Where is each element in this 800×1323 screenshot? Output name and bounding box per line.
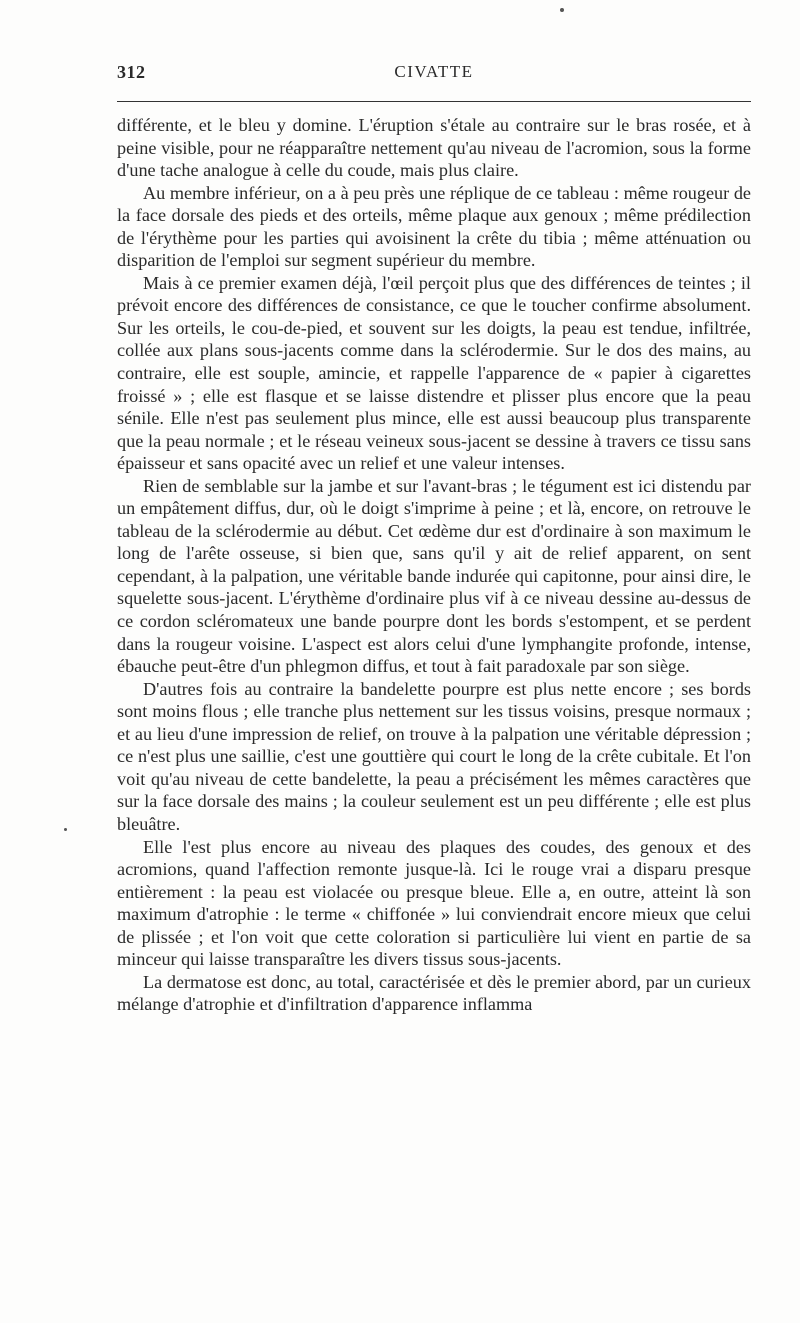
running-head: CIVATTE — [394, 62, 474, 81]
page-number: 312 — [117, 62, 146, 82]
page-header — [117, 62, 751, 88]
paragraph: Elle l'est plus encore au niveau des plaques des coudes, des genoux et des acromions, quand l'affection remonte jusque-là. Ici le rouge vrai a disparu presque entièrement : la peau est violacée ou presque bleue. Elle a, en outre, atteint là son maximum d'atrophie : le terme « chiffonée » lui conviendrait encore mieux que celui de plissée ; et l'on voit que cette coloration si particulière lui vient en partie de sa minceur qui laisse transparaître les divers tissus sous-jacents. — [117, 836, 751, 970]
paragraph: D'autres fois au contraire la bandelette pourpre est plus nette encore ; ses bords sont moins flous ; elle tranche plus nettement sur les tissus voisins, presque normaux ; et au lieu d'une impression de relief, on trouve à la palpation une véritable dépression ; ce n'est plus une saillie, c'est une gouttière qui court le long de la crête cubitale. Et l'on voit qu'au niveau de cette bandelette, la peau a précisément les mêmes caractères que sur la face dorsale des mains ; la couleur seulement est un peu différente ; elle est plus bleuâtre. — [117, 678, 751, 834]
paragraph: Mais à ce premier examen déjà, l'œil perçoit plus que des différences de teintes ; il prévoit encore des différences de consistance, ce que le toucher confirme absolument. Sur les orteils, le cou-de-pied, et souvent sur les doigts, la peau est tendue, infiltrée, collée aux plans sous-jacents comme dans la sclérodermie. Sur le dos des mains, au contraire, elle est souple, amincie, et rappelle l'apparence de « papier à cigarettes froissé » ; elle est flasque et se laisse distendre et plisser plus encore que la peau sénile. Elle n'est pas seulement plus mince, elle est aussi beaucoup plus transparente que la peau normale ; et le réseau veineux sous-jacent se dessine à travers ce tissu sans épaisseur et sans opacité avec un relief et une valeur intenses. — [117, 272, 751, 474]
header-rule — [117, 101, 751, 102]
print-speck — [560, 8, 564, 12]
paragraph: Rien de semblable sur la jambe et sur l'avant-bras ; le tégument est ici distendu par un empâtement diffus, dur, où le doigt s'imprime à peine ; et là, encore, on retrouve le tableau de la sclérodermie au début. Cet œdème dur est d'ordinaire à son maximum le long de l'arête osseuse, si bien que, sans qu'il y ait de relief apparent, on sent cependant, à la palpation, une véritable bande indurée qui capitonne, pour ainsi dire, le squelette sous-jacent. L'érythème d'ordinaire plus vif à ce niveau dessine au-dessus de ce cordon scléromateux une bande pourpre dont les bords s'estompent, et se perdent dans la rougeur voisine. L'aspect est alors celui d'une lymphangite profonde, intense, ébauche peut-être d'un phlegmon diffus, et tout à fait paradoxale par son siège. — [117, 475, 751, 677]
paragraph-final: La dermatose est donc, au total, caractérisée et dès le premier abord, par un curieux mélange d'atrophie et d'infiltration d'apparence inflamma — [117, 971, 751, 1015]
paragraph: Au membre inférieur, on a à peu près une réplique de ce tableau : même rougeur de la face dorsale des pieds et des orteils, même plaque aux genoux ; même prédilection de l'érythème pour les parties qui avoisinent la crête du tibia ; même atténuation ou disparition de l'emploi sur segment supérieur du membre. — [117, 182, 751, 271]
print-speck — [64, 828, 67, 831]
paragraph-continued: différente, et le bleu y domine. L'éruption s'étale au contraire sur le bras rosée, et à peine visible, pour ne réapparaître nettement qu'au niveau de l'acromion, sous la forme d'une tache analogue à celle du coude, mais plus claire. — [117, 115, 751, 181]
body-text — [117, 114, 751, 1016]
